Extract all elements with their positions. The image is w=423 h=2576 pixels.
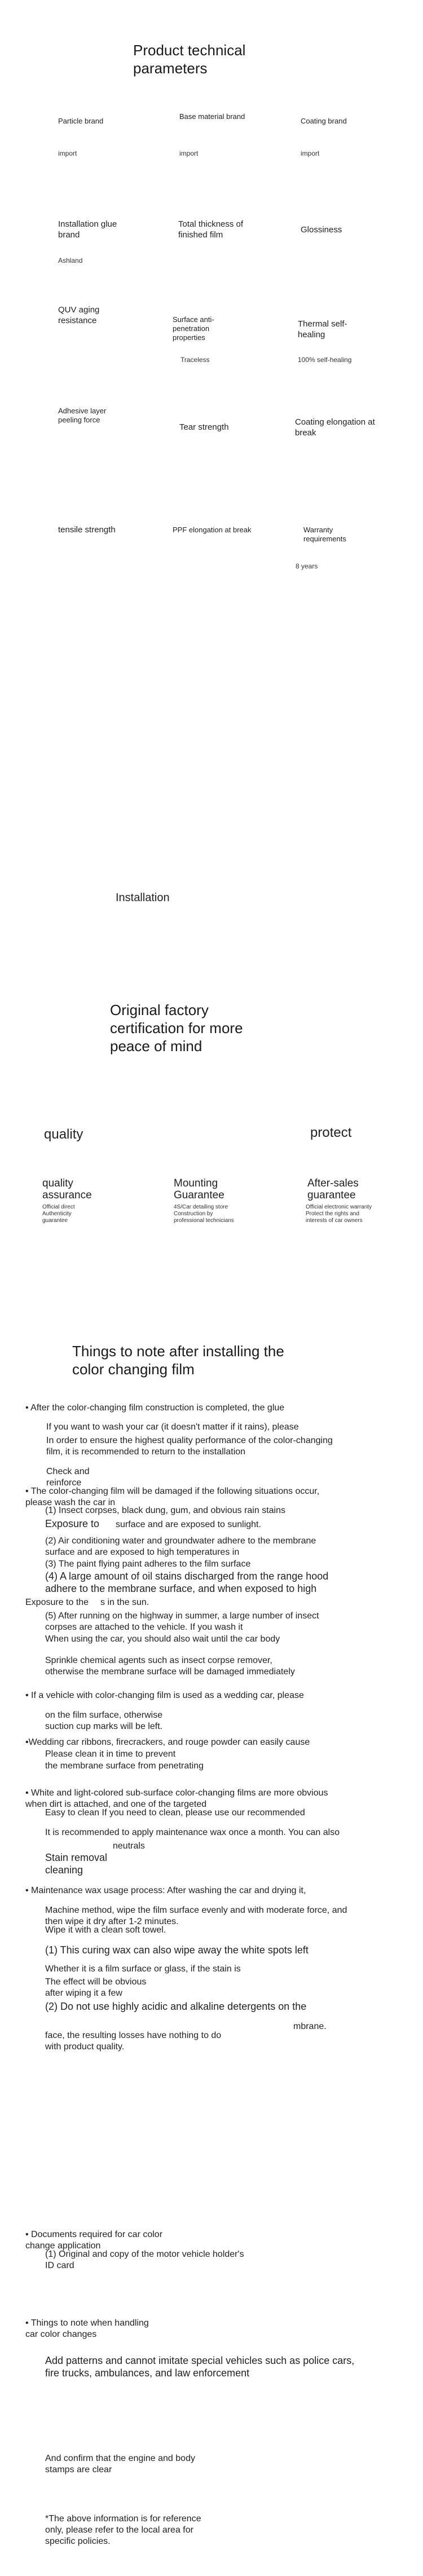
note-acid-alkaline: (2) Do not use highly acidic and alkaline detergents on the — [45, 2001, 307, 2012]
note-white-film-stain: Stain removal cleaning — [45, 1852, 108, 1876]
param-label-surface-anti-penetration: Surface anti-penetration properties — [173, 315, 214, 342]
handling-head: • Things to note when handling car color changes — [25, 2318, 149, 2339]
note-damage-5: (5) After running on the highway in summer, a large number of insect corpses are attached to the vehicle. If you wash it — [45, 1611, 319, 1632]
param-label-base-material-brand: Base material brand — [179, 112, 245, 121]
note-ribbons-penetrating: the membrane surface from penetrating — [45, 1761, 204, 1771]
note-damage-1: (1) Insect corpses, black dung, gum, and obvious rain stains — [45, 1506, 285, 1515]
param-label-particle-brand: Particle brand — [58, 117, 104, 125]
note-white-film-wax: It is recommended to apply maintenance wax once a month. You can also — [45, 1828, 340, 1837]
param-label-coating-elongation: Coating elongation at break — [295, 417, 375, 438]
handling-patterns: Add patterns and cannot imitate special vehicles such as police cars, fire trucks, ambulances, and law enforcement — [45, 2355, 355, 2379]
note-wax-effect: The effect will be obvious — [45, 1977, 147, 1987]
note-check-reinforce: Check and reinforce — [46, 1467, 90, 1488]
note-ribbons-clean: Please clean it in time to prevent — [45, 1749, 176, 1759]
note-damage-head: • The color-changing film will be damaged if the following situations occur, please wash the car in — [25, 1487, 320, 1507]
docs-item-1: (1) Original and copy of the motor vehicle holder's ID card — [45, 2249, 244, 2270]
param-label-installation-glue-brand: Installation glue brand — [58, 219, 117, 240]
handling-stamps: And confirm that the engine and body stamps are clear — [45, 2454, 195, 2474]
cert-heading: Original factory certification for more peace of mind — [110, 1002, 243, 1055]
note-damage-2: (2) Air conditioning water and groundwater adhere to the membrane surface and are exposed to high temperatures in — [45, 1536, 316, 1557]
note-wax-process-head: • Maintenance wax usage process: After washing the car and drying it, — [25, 1886, 306, 1895]
param-label-thermal-self-healing: Thermal self-healing — [298, 319, 347, 339]
param-label-coating-brand: Coating brand — [301, 117, 347, 125]
note-wax-white-spots: (1) This curing wax can also wipe away the white spots left — [45, 1944, 309, 1956]
note-damage-1-exposure: Exposure to — [45, 1518, 100, 1529]
param-value-coating-brand: import — [301, 149, 320, 157]
param-label-quv-aging-resistance: QUV aging resistance — [58, 305, 100, 325]
cert-mounting-guarantee-title: Mounting Guarantee — [174, 1177, 224, 1201]
param-value-base-material-brand: import — [179, 149, 199, 157]
note-acid-quality: face, the resulting losses have nothing to do with product quality. — [45, 2031, 222, 2052]
params-title: Product technical parameters — [133, 42, 246, 77]
cert-protect-label: protect — [310, 1125, 352, 1140]
note-damage-4-exposure: Exposure to the — [25, 1598, 89, 1607]
note-wax-stain: Whether it is a film surface or glass, if the stain is — [45, 1964, 241, 1974]
note-damage-5-wait: When using the car, you should also wait until the car body — [45, 1634, 280, 1644]
param-value-thermal-self-healing: 100% self-healing — [298, 356, 352, 364]
param-label-total-thickness: Total thickness of finished film — [178, 219, 244, 240]
note-wax-process-towel: Wipe it with a clean soft towel. — [45, 1925, 166, 1935]
cert-quality-assurance-title: quality assurance — [42, 1177, 92, 1201]
note-damage-4: (4) A large amount of oil stains discharged from the range hood adhere to the membrane surface, and when exposed to high — [45, 1571, 329, 1594]
note-damage-4-sun: s in the sun. — [100, 1598, 149, 1607]
installation-heading: Installation — [116, 892, 170, 904]
note-wedding-head: • If a vehicle with color-changing film is used as a wedding car, please — [25, 1691, 304, 1700]
param-value-particle-brand: import — [58, 149, 77, 157]
cert-after-sales-desc: Official electronic warranty Protect the rights and interests of car owners — [306, 1204, 372, 1224]
param-label-tensile-strength: tensile strength — [58, 525, 116, 535]
cert-after-sales-title: After-sales guarantee — [307, 1177, 359, 1201]
cert-mounting-guarantee-desc: 4S/Car detailing store Construction by professional technicians — [174, 1204, 234, 1224]
note-white-film-clean: Easy to clean If you need to clean, please use our recommended — [45, 1808, 305, 1818]
note-white-film-neutrals: neutrals — [113, 1841, 145, 1851]
note-glue-head: • After the color-changing film construction is completed, the glue — [25, 1403, 285, 1413]
docs-head: • Documents required for car color change application — [25, 2230, 163, 2251]
note-damage-6: Sprinkle chemical agents such as insect corpse remover, otherwise the membrane surface will be damaged immediately — [45, 1656, 295, 1677]
note-acid-membrane: mbrane. — [293, 2022, 327, 2031]
note-wax-wiping: after wiping it a few — [45, 1988, 122, 1998]
note-wedding-suction: on the film surface, otherwise suction cup marks will be left. — [45, 1710, 163, 1731]
note-return-installation: In order to ensure the highest quality performance of the color-changing film, it is recommended to return to the installation — [46, 1436, 333, 1457]
cert-quality-assurance-desc: Official direct Authenticity guarantee — [42, 1204, 75, 1224]
handling-note: *The above information is for reference only, please refer to the local area for specific policies. — [45, 2514, 201, 2546]
note-damage-1-sunlight: surface and are exposed to sunlight. — [116, 1520, 261, 1529]
param-label-adhesive-peeling-force: Adhesive layer peeling force — [58, 407, 107, 424]
notes-heading: Things to note after installing the color changing film — [72, 1343, 284, 1378]
cert-quality-label: quality — [44, 1127, 83, 1142]
note-white-film-head: • White and light-colored sub-surface color-changing films are more obvious when dirt is attached, and one of the targeted — [25, 1788, 328, 1809]
param-label-warranty-requirements: Warranty requirements — [303, 526, 346, 543]
note-wax-process-method: Machine method, wipe the film surface evenly and with moderate force, and then wipe it dry after 1-2 minutes. — [45, 1905, 347, 1926]
param-label-glossiness: Glossiness — [301, 225, 342, 235]
param-value-warranty: 8 years — [296, 562, 318, 570]
note-ribbons-head: •Wedding car ribbons, firecrackers, and rouge powder can easily cause — [25, 1737, 310, 1747]
param-value-installation-glue-brand: Ashland — [58, 257, 83, 264]
param-label-ppf-elongation: PPF elongation at break — [173, 526, 252, 534]
note-damage-3: (3) The paint flying paint adheres to the film surface — [45, 1559, 251, 1569]
note-wash-car: If you want to wash your car (it doesn't matter if it rains), please — [46, 1422, 299, 1432]
param-label-tear-strength: Tear strength — [179, 422, 229, 432]
param-value-surface-anti-penetration: Traceless — [180, 356, 210, 364]
